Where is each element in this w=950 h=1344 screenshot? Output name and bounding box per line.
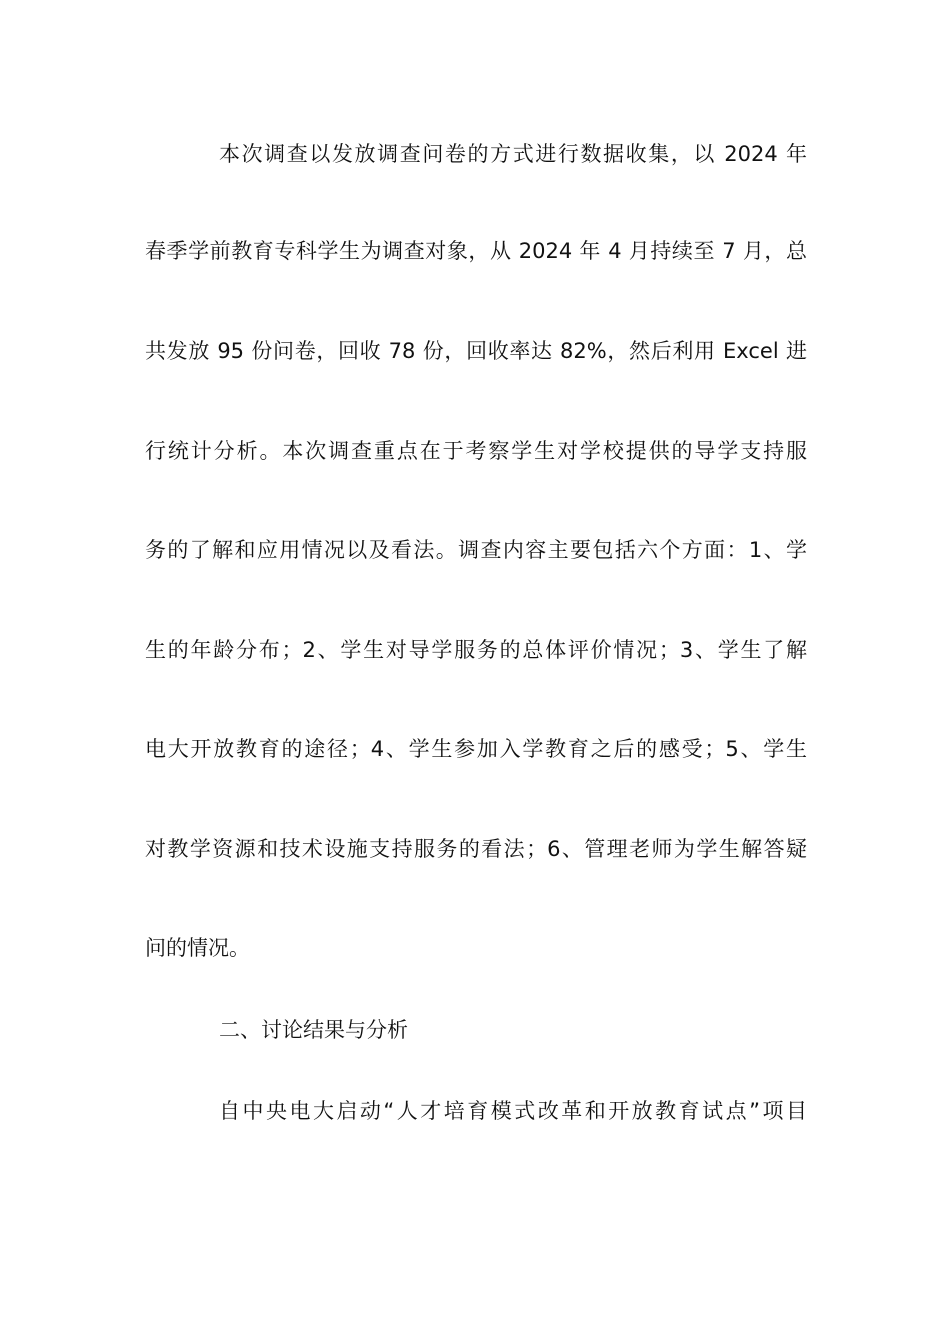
paragraph-1-line-7: 电大开放教育的途径；4、学生参加入学教育之后的感受；5、学生 — [145, 737, 807, 761]
paragraph-1-line-2: 春季学前教育专科学生为调查对象，从 2024 年 4 月持续至 7 月，总 — [145, 239, 807, 263]
paragraph-1-line-3: 共发放 95 份问卷，回收 78 份，回收率达 82%，然后利用 Excel 进 — [145, 339, 807, 363]
section-heading: 二、讨论结果与分析 — [219, 1018, 408, 1042]
paragraph-1-line-4: 行统计分析。本次调查重点在于考察学生对学校提供的导学支持服 — [145, 439, 807, 463]
paragraph-1-line-1: 本次调查以发放调查问卷的方式进行数据收集，以 2024 年 — [219, 142, 807, 166]
paragraph-2-line-1: 自中央电大启动“人才培育模式改革和开放教育试点”项目 — [219, 1099, 807, 1123]
paragraph-1-line-6: 生的年龄分布；2、学生对导学服务的总体评价情况；3、学生了解 — [145, 638, 807, 662]
paragraph-1-line-9: 问的情况。 — [145, 936, 250, 960]
paragraph-1-line-8: 对教学资源和技术设施支持服务的看法；6、管理老师为学生解答疑 — [145, 837, 807, 861]
paragraph-1-line-5: 务的了解和应用情况以及看法。调查内容主要包括六个方面：1、学 — [145, 538, 807, 562]
